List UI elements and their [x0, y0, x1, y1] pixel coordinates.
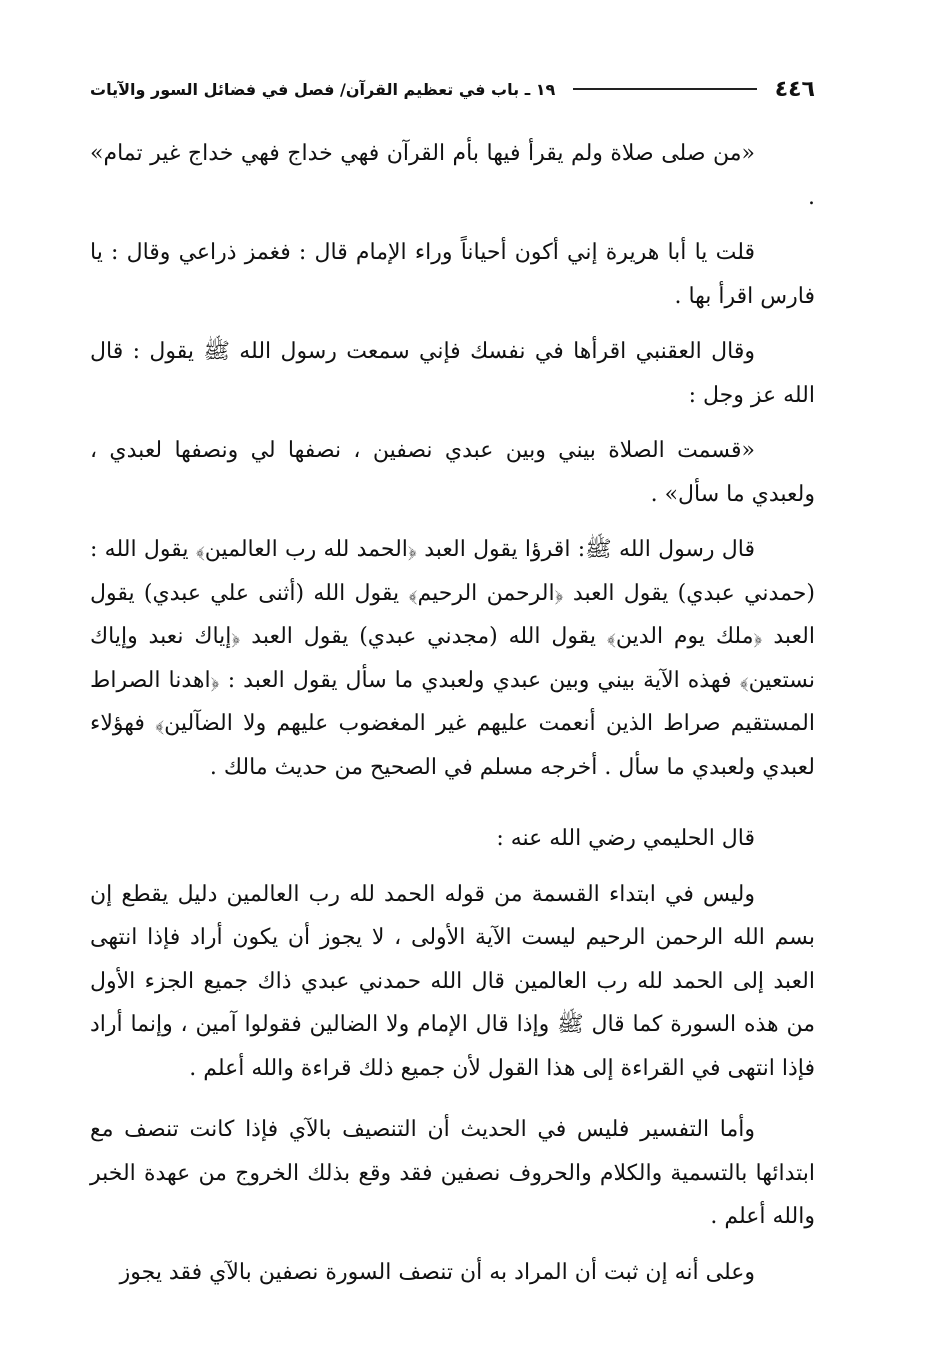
paragraph-aqnabi: وقال العقنبي اقرأها في نفسك فإني سمعت رسول الله ﷺ يقول : قال الله عز وجل : [90, 339, 815, 408]
paragraph-halimi-commentary: وليس في ابتداء القسمة من قوله الحمد لله رب العالمين دليل يقطع إن بسم الله الرحمن الرحيم ليست الآية الأولى ، لا يجوز أن يكون أراد فإذا انتهى العبد إلى الحمد لله رب العالمين قال الله حمدني عبدي ذاك جميع الجزء الأول من هذه السورة كما قال ﷺ وإذا قال الإمام ولا الضالين فقولوا آمين ، وإنما أراد فإذا انتهى في القراءة إلى هذا القول لأن جميع ذلك قراءة والله أعلم . [90, 881, 815, 1081]
page-header [90, 68, 815, 110]
paragraph-abu-hurayra: قلت يا أبا هريرة إني أكون أحياناً وراء الإمام قال : فغمز ذراعي وقال : يا فارس اقرأ بها . [90, 240, 815, 309]
paragraph-hadith-quote: «من صلى صلاة ولم يقرأ فيها بأم القرآن فهي خداج فهي خداج غير تمام» . [90, 141, 815, 210]
paragraph-tafsir: وأما التفسير فليس في الحديث أن التنصيف بالآي فإذا كانت تنصف مع ابتدائها بالتسمية والكلام والحروف نصفين فقد وقع بذلك الخروج من عهدة الخبر والله أعلم . [90, 1117, 815, 1229]
page-body [90, 132, 815, 1294]
running-title: ١٩ ـ باب في تعظيم القرآن/ فصل في فضائل السور والآيات [90, 79, 556, 99]
paragraph-qudsi-quote: «قسمت الصلاة بيني وبين عبدي نصفين ، نصفها لي ونصفها لعبدي ، ولعبدي ما سأل» . [90, 438, 815, 507]
book-page [90, 68, 815, 1338]
page-number: ٤٤٦ [774, 76, 815, 102]
header-rule [573, 88, 756, 90]
paragraph-continuation: وعلى أنه إن ثبت أن المراد به أن تنصف السورة نصفين بالآي فقد يجوز [119, 1259, 755, 1285]
paragraph-fatiha-division: قال رسول الله ﷺ: اقرؤا يقول العبد ﴿الحمد لله رب العالمين﴾ يقول الله : (حمدني عبدي) يقول العبد ﴿الرحمن الرحيم﴾ يقول الله (أثنى علي عبدي) يقول العبد ﴿ملك يوم الدين﴾ يقول الله (مجدني عبدي) يقول العبد ﴿إياك نعبد وإياك نستعين﴾ فهذه الآية بيني وبين عبدي ولعبدي ما سأل يقول العبد : ﴿اهدنا الصراط المستقيم صراط الذين أنعمت عليهم غير المغضوب عليهم ولا الضآلين﴾ فهؤلاء لعبدي ولعبدي ما سأل . أخرجه مسلم في الصحيح من حديث مالك . [90, 537, 815, 780]
paragraph-halimi-heading: قال الحليمي رضي الله عنه : [496, 826, 755, 851]
